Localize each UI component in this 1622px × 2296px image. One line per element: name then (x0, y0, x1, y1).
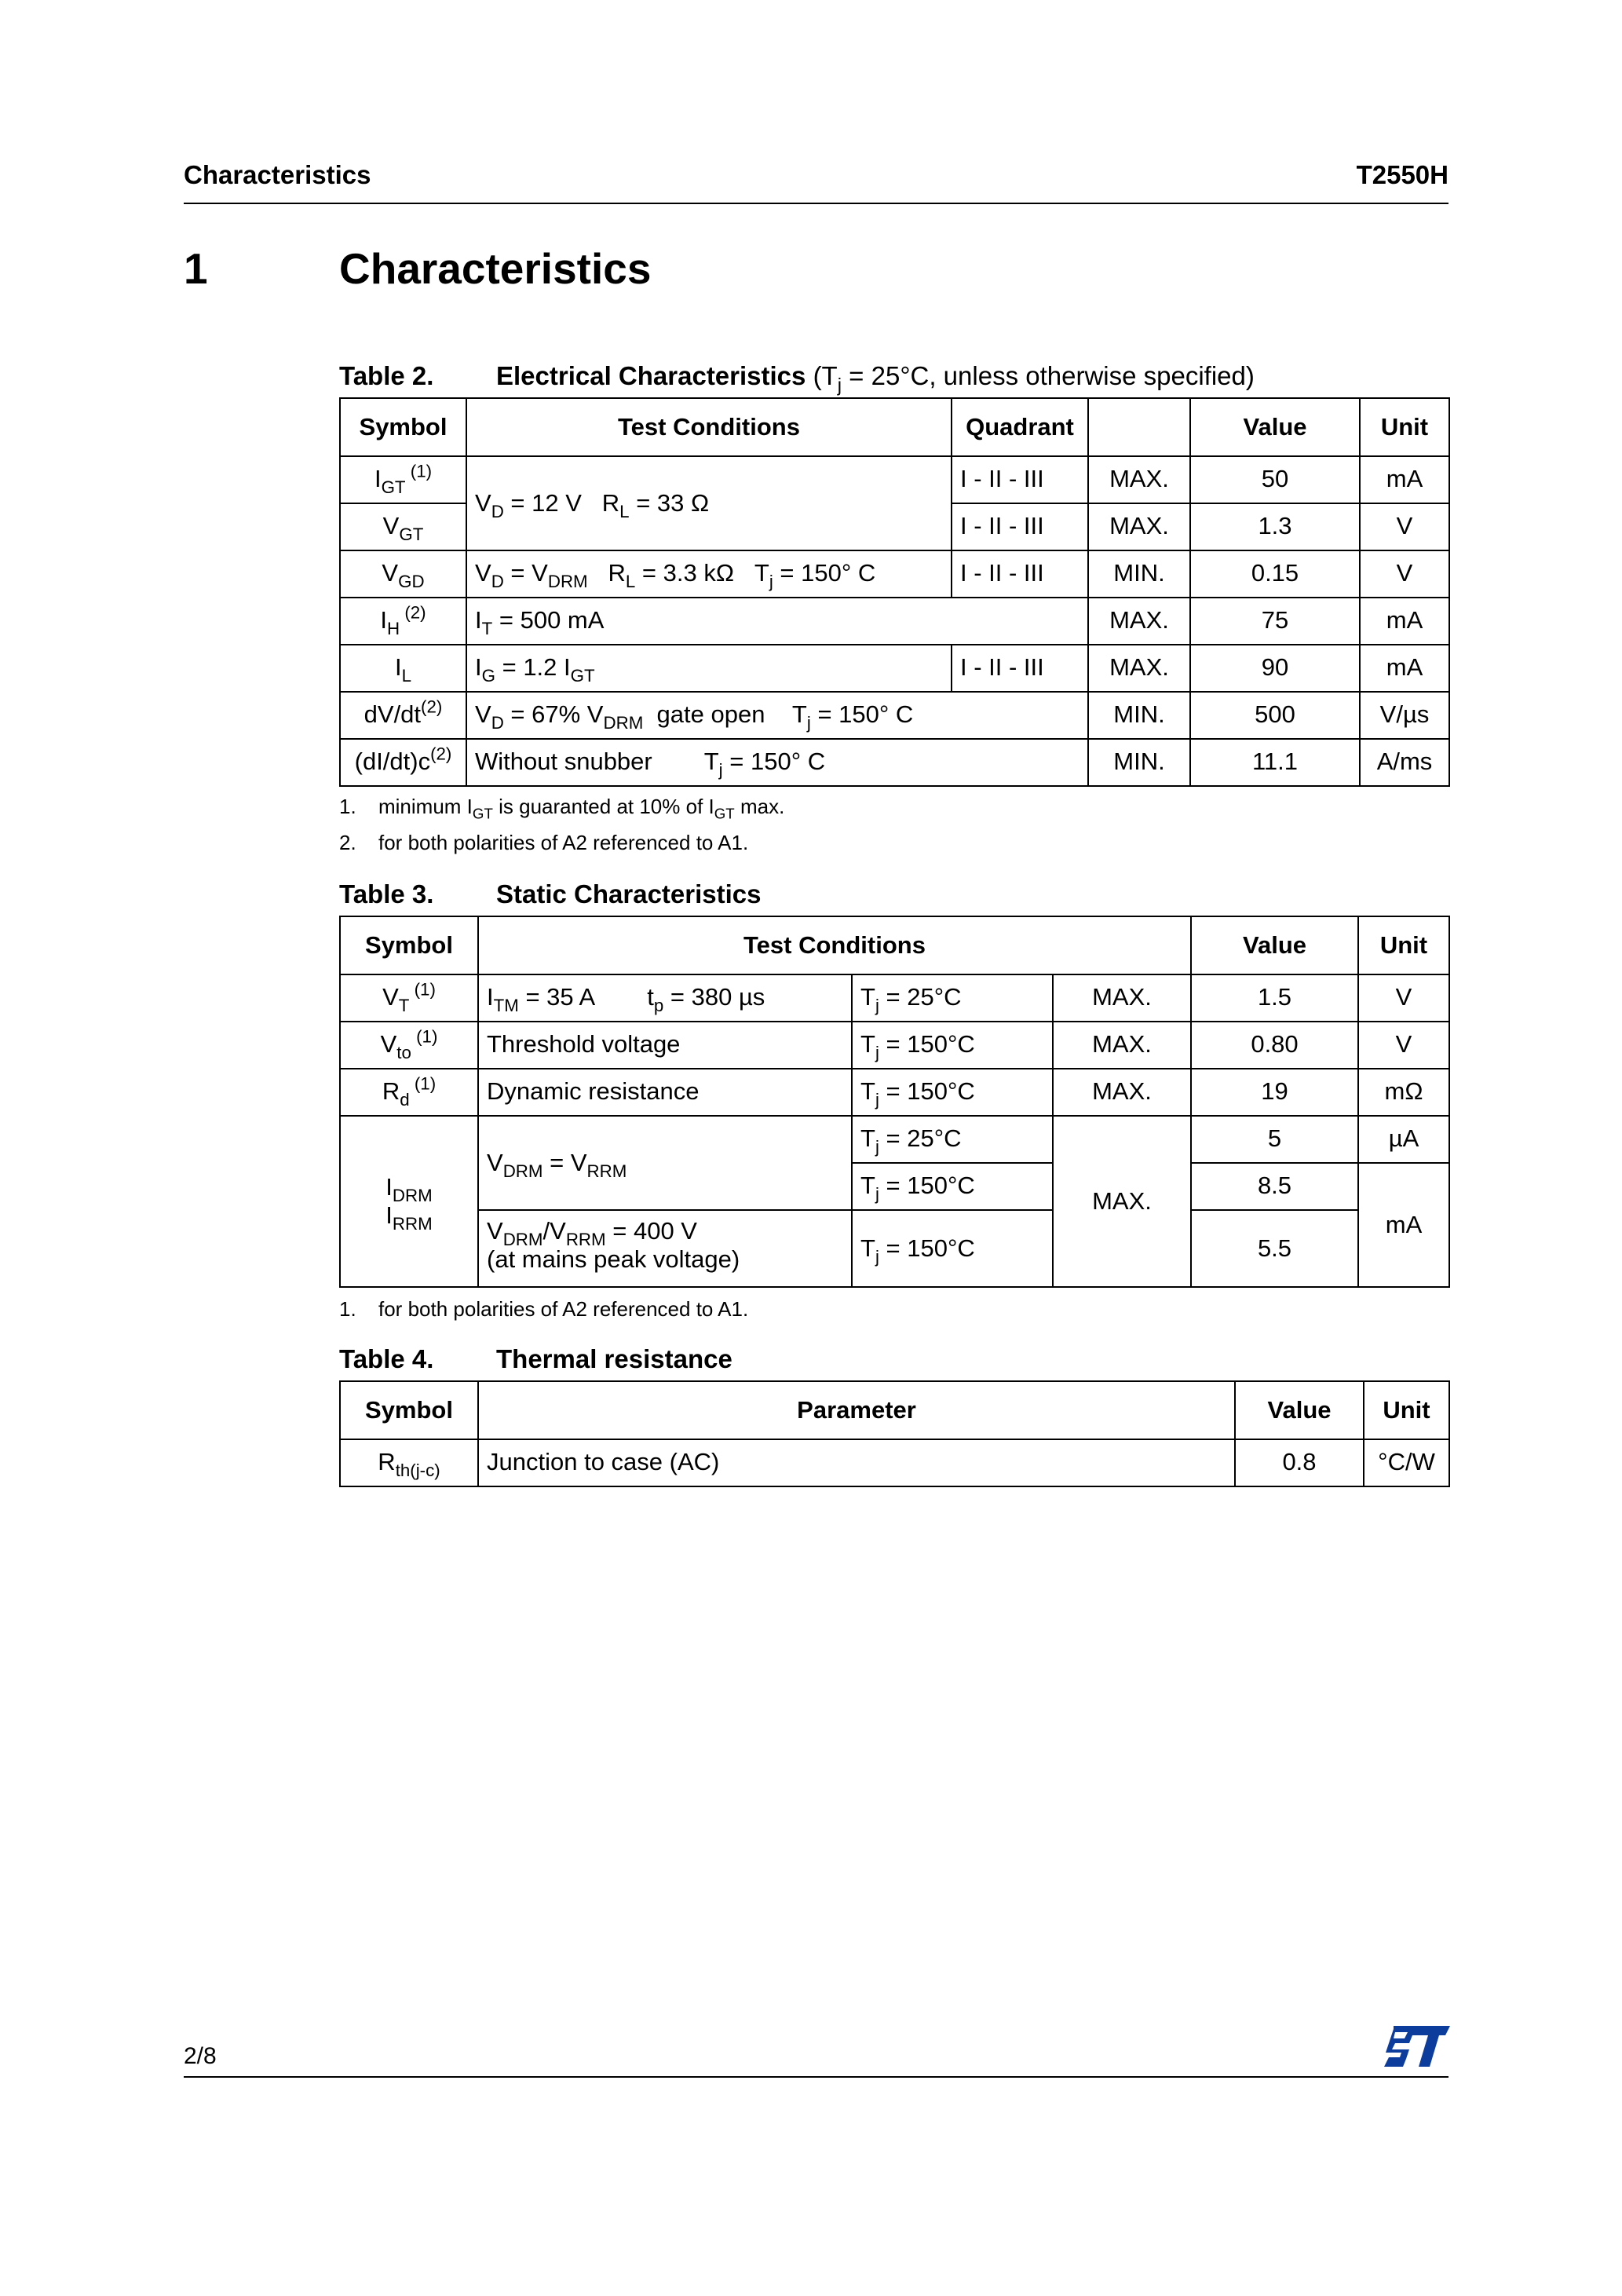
header-rule (184, 203, 1448, 204)
table3-caption (339, 879, 762, 909)
test-condition-cell: $V_{DRM}/V_{RRM} = 400$ V (at mains peak voltage) (478, 1210, 852, 1287)
value-cell: 90 (1190, 645, 1360, 692)
running-header-part: T2550H (1356, 160, 1448, 189)
symbol-cell: $dV/dt^{(2)}$ (340, 692, 466, 739)
symbol-cell: $V_{GT}$ (340, 503, 466, 550)
col-parameter: Parameter (478, 1381, 1235, 1439)
value-cell: 0.15 (1190, 550, 1360, 598)
table2-footnote-2: 2. for both polarities of A2 referenced to A1. (339, 831, 749, 854)
col-unit: Unit (1364, 1381, 1449, 1439)
test-condition-cell: Dynamic resistance (478, 1069, 852, 1116)
unit-cell: µA (1358, 1116, 1449, 1163)
col-symbol: Symbol (340, 916, 478, 974)
quadrant-cell: I - II - III (952, 645, 1088, 692)
col-test-conditions: Test Conditions (478, 916, 1191, 974)
table2-header-row (340, 398, 1449, 456)
test-condition-cell: $I_G = 1.2$ $I_{GT}$ (466, 645, 952, 692)
value-cell: 50 (1190, 456, 1360, 503)
running-header-section: Characteristics (184, 160, 371, 189)
table3-title: Static Characteristics (496, 879, 762, 909)
st-logo (1384, 2024, 1450, 2068)
value-cell: 8.5 (1191, 1163, 1358, 1210)
limit-cell: MAX. (1088, 456, 1190, 503)
tj-cell: $T_j = 25^\circ C$ (852, 974, 1053, 1022)
limit-cell: MAX. (1053, 974, 1191, 1022)
limit-cell: MAX. (1088, 598, 1190, 645)
unit-cell: V/µs (1360, 692, 1449, 739)
limit-cell: MAX. (1053, 1116, 1191, 1287)
symbol-cell: $I_H$ $^{(2)}$ (340, 598, 466, 645)
table-row (340, 1022, 1449, 1069)
page-number: 2/8 (184, 2043, 217, 2069)
quadrant-cell: I - II - III (952, 456, 1088, 503)
table2-electrical-characteristics (339, 397, 1450, 787)
col-test-conditions: Test Conditions (466, 398, 952, 456)
table-row (340, 692, 1449, 739)
col-symbol: Symbol (340, 1381, 478, 1439)
col-limit (1088, 398, 1190, 456)
section-number: 1 (184, 244, 208, 293)
table-row (340, 1116, 1449, 1163)
value-cell: 11.1 (1190, 739, 1360, 786)
symbol-cell: $V_{GD}$ (340, 550, 466, 598)
tj-cell: $T_j = 150^\circ C$ (852, 1069, 1053, 1116)
limit-cell: MIN. (1088, 550, 1190, 598)
symbol-cell: $R_{th(j-c)}$ (340, 1439, 478, 1486)
table-row (340, 456, 1449, 503)
value-cell: 75 (1190, 598, 1360, 645)
symbol-cell: $I_L$ (340, 645, 466, 692)
table-row (340, 1069, 1449, 1116)
symbol-cell: $V_T$ $^{(1)}$ (340, 974, 478, 1022)
value-cell: 19 (1191, 1069, 1358, 1116)
unit-cell: V (1358, 1022, 1449, 1069)
value-cell: 5.5 (1191, 1210, 1358, 1287)
table-row (340, 1439, 1449, 1486)
test-condition-cell: $V_D = 12$ V $R_L = 33$ Ω (466, 456, 952, 550)
unit-cell: mA (1360, 645, 1449, 692)
value-cell: 1.5 (1191, 974, 1358, 1022)
unit-cell: V (1360, 503, 1449, 550)
value-cell: 0.8 (1235, 1439, 1364, 1486)
quadrant-cell: I - II - III (952, 503, 1088, 550)
test-condition-cell: $I_{TM} = 35$ A $t_p = 380$ µs (478, 974, 852, 1022)
section-title: Characteristics (339, 244, 652, 293)
symbol-cell: $I_{DRM}$ $I_{RRM}$ (340, 1116, 478, 1287)
table3-label: Table 3. (339, 879, 434, 909)
table2-caption: Table 2. Electrical Characteristics ($T_j = 25^\circ C$, unless otherwise specified) (339, 361, 1255, 397)
symbol-cell: $V_{to}$ $^{(1)}$ (340, 1022, 478, 1069)
limit-cell: MAX. (1053, 1022, 1191, 1069)
unit-cell: mA (1360, 456, 1449, 503)
unit-cell: mA (1360, 598, 1449, 645)
test-condition-cell: $V_D = 67\%$ $V_{DRM}$ gate open $T_j = 150^\circ$ C (466, 692, 1088, 739)
test-condition-cell: Without snubber $T_j = 150^\circ$ C (466, 739, 1088, 786)
table-row (340, 598, 1449, 645)
footer-rule (184, 2076, 1448, 2078)
table4-label: Table 4. (339, 1344, 434, 1373)
table2-label: Table 2. (339, 361, 434, 390)
table2-footnote-1: 1. minimum $I_{GT}$ is guaranted at 10% of $I_{GT}$ max. (339, 795, 785, 822)
quadrant-cell: I - II - III (952, 550, 1088, 598)
col-value: Value (1235, 1381, 1364, 1439)
unit-cell: mA (1358, 1163, 1449, 1287)
value-cell: 500 (1190, 692, 1360, 739)
table4-thermal-resistance (339, 1380, 1450, 1487)
symbol-cell: $(dI/dt)c^{(2)}$ (340, 739, 466, 786)
col-quadrant: Quadrant (952, 398, 1088, 456)
table3-header-row (340, 916, 1449, 974)
unit-cell: V (1358, 974, 1449, 1022)
test-condition-cell: Threshold voltage (478, 1022, 852, 1069)
col-value: Value (1190, 398, 1360, 456)
test-condition-cell: $I_T = 500$ mA (466, 598, 1088, 645)
limit-cell: MIN. (1088, 739, 1190, 786)
tj-cell: $T_j = 25^\circ C$ (852, 1116, 1053, 1163)
unit-cell: A/ms (1360, 739, 1449, 786)
table-row (340, 550, 1449, 598)
table-row (340, 739, 1449, 786)
unit-cell: °C/W (1364, 1439, 1449, 1486)
table2-title: Electrical Characteristics (496, 361, 806, 390)
test-condition-cell: $V_{DRM} = V_{RRM}$ (478, 1116, 852, 1210)
tj-cell: $T_j = 150^\circ C$ (852, 1210, 1053, 1287)
table3-static-characteristics (339, 916, 1450, 1288)
table4-header-row (340, 1381, 1449, 1439)
limit-cell: MAX. (1053, 1069, 1191, 1116)
limit-cell: MAX. (1088, 645, 1190, 692)
table-row (340, 974, 1449, 1022)
value-cell: 5 (1191, 1116, 1358, 1163)
value-cell: 1.3 (1190, 503, 1360, 550)
value-cell: 0.80 (1191, 1022, 1358, 1069)
col-unit: Unit (1358, 916, 1449, 974)
tj-cell: $T_j = 150^\circ C$ (852, 1022, 1053, 1069)
table-row (340, 645, 1449, 692)
col-symbol: Symbol (340, 398, 466, 456)
col-unit: Unit (1360, 398, 1449, 456)
unit-cell: mΩ (1358, 1069, 1449, 1116)
table-row (340, 1210, 1449, 1287)
limit-cell: MIN. (1088, 692, 1190, 739)
parameter-cell: Junction to case (AC) (478, 1439, 1235, 1486)
test-condition-cell: $V_D = V_{DRM}$ $R_L = 3.3$ kΩ $T_j = 150^\circ$ C (466, 550, 952, 598)
symbol-cell: $I_{GT}$ $^{(1)}$ (340, 456, 466, 503)
table4-title: Thermal resistance (496, 1344, 732, 1373)
limit-cell: MAX. (1088, 503, 1190, 550)
tj-cell: $T_j = 150^\circ C$ (852, 1163, 1053, 1210)
table4-caption (339, 1344, 732, 1374)
table3-footnote-1: 1. for both polarities of A2 referenced to A1. (339, 1297, 749, 1321)
symbol-cell: $R_d$ $^{(1)}$ (340, 1069, 478, 1116)
unit-cell: V (1360, 550, 1449, 598)
col-value: Value (1191, 916, 1358, 974)
